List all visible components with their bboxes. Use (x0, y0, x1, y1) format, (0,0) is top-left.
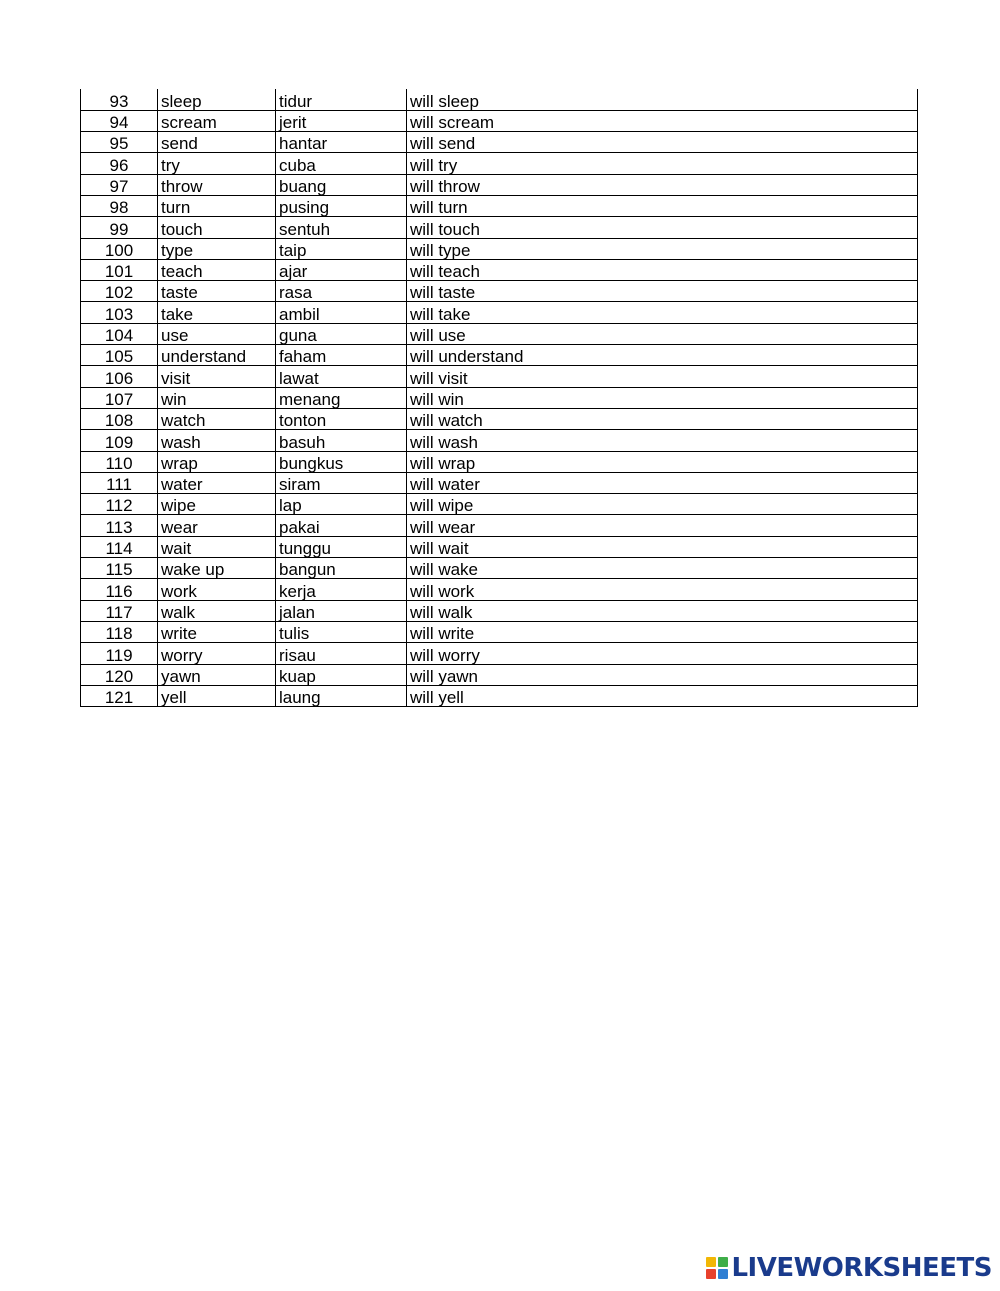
malay-verb: tonton (276, 408, 407, 429)
row-number: 97 (81, 174, 158, 195)
row-number: 95 (81, 132, 158, 153)
future-form: will wash (407, 430, 918, 451)
table-row (81, 600, 918, 621)
table-row (81, 259, 918, 280)
english-verb: write (158, 621, 276, 642)
brand-name: LIVEWORKSHEETS (731, 1253, 992, 1283)
malay-verb: faham (276, 345, 407, 366)
row-number: 99 (81, 217, 158, 238)
future-form: will work (407, 579, 918, 600)
malay-verb: cuba (276, 153, 407, 174)
table-row (81, 238, 918, 259)
english-verb: sleep (158, 89, 276, 110)
table-row (81, 536, 918, 557)
table-row (81, 664, 918, 685)
future-form: will scream (407, 110, 918, 131)
malay-verb: ambil (276, 302, 407, 323)
table-row (81, 281, 918, 302)
liveworksheets-brand (706, 1253, 992, 1283)
english-verb: wait (158, 536, 276, 557)
table-row (81, 387, 918, 408)
english-verb: throw (158, 174, 276, 195)
row-number: 113 (81, 515, 158, 536)
row-number: 119 (81, 643, 158, 664)
future-form: will wait (407, 536, 918, 557)
logo-square-3 (706, 1269, 716, 1279)
english-verb: visit (158, 366, 276, 387)
table-row (81, 621, 918, 642)
table-row (81, 685, 918, 706)
malay-verb: jerit (276, 110, 407, 131)
liveworksheets-logo-icon (706, 1257, 728, 1279)
table-row (81, 579, 918, 600)
row-number: 101 (81, 259, 158, 280)
row-number: 104 (81, 323, 158, 344)
table-row (81, 217, 918, 238)
row-number: 103 (81, 302, 158, 323)
future-form: will walk (407, 600, 918, 621)
table-row (81, 451, 918, 472)
malay-verb: hantar (276, 132, 407, 153)
row-number: 108 (81, 408, 158, 429)
english-verb: wear (158, 515, 276, 536)
future-form: will type (407, 238, 918, 259)
future-form: will take (407, 302, 918, 323)
row-number: 109 (81, 430, 158, 451)
malay-verb: taip (276, 238, 407, 259)
future-form: will yell (407, 685, 918, 706)
english-verb: water (158, 472, 276, 493)
table-row (81, 472, 918, 493)
future-form: will sleep (407, 89, 918, 110)
english-verb: work (158, 579, 276, 600)
row-number: 121 (81, 685, 158, 706)
logo-square-2 (718, 1257, 728, 1267)
english-verb: wake up (158, 558, 276, 579)
row-number: 114 (81, 536, 158, 557)
english-verb: touch (158, 217, 276, 238)
row-number: 120 (81, 664, 158, 685)
english-verb: take (158, 302, 276, 323)
future-form: will turn (407, 195, 918, 216)
english-verb: watch (158, 408, 276, 429)
english-verb: win (158, 387, 276, 408)
malay-verb: tidur (276, 89, 407, 110)
english-verb: understand (158, 345, 276, 366)
future-form: will wipe (407, 494, 918, 515)
english-verb: wrap (158, 451, 276, 472)
future-form: will water (407, 472, 918, 493)
table-row (81, 515, 918, 536)
table-row (81, 302, 918, 323)
malay-verb: basuh (276, 430, 407, 451)
english-verb: try (158, 153, 276, 174)
row-number: 102 (81, 281, 158, 302)
malay-verb: guna (276, 323, 407, 344)
english-verb: yawn (158, 664, 276, 685)
english-verb: scream (158, 110, 276, 131)
table-row (81, 153, 918, 174)
english-verb: wash (158, 430, 276, 451)
row-number: 96 (81, 153, 158, 174)
english-verb: worry (158, 643, 276, 664)
english-verb: taste (158, 281, 276, 302)
table-row (81, 408, 918, 429)
malay-verb: buang (276, 174, 407, 195)
row-number: 118 (81, 621, 158, 642)
logo-square-1 (706, 1257, 716, 1267)
future-form: will write (407, 621, 918, 642)
english-verb: type (158, 238, 276, 259)
future-form: will send (407, 132, 918, 153)
table-row (81, 430, 918, 451)
row-number: 107 (81, 387, 158, 408)
english-verb: teach (158, 259, 276, 280)
malay-verb: lap (276, 494, 407, 515)
table-row (81, 89, 918, 110)
table-row (81, 345, 918, 366)
table-row (81, 174, 918, 195)
row-number: 117 (81, 600, 158, 621)
malay-verb: tulis (276, 621, 407, 642)
malay-verb: laung (276, 685, 407, 706)
future-form: will wake (407, 558, 918, 579)
future-form: will use (407, 323, 918, 344)
english-verb: yell (158, 685, 276, 706)
row-number: 106 (81, 366, 158, 387)
future-form: will visit (407, 366, 918, 387)
future-form: will wear (407, 515, 918, 536)
table-row (81, 366, 918, 387)
malay-verb: kuap (276, 664, 407, 685)
row-number: 116 (81, 579, 158, 600)
malay-verb: tunggu (276, 536, 407, 557)
row-number: 100 (81, 238, 158, 259)
future-form: will win (407, 387, 918, 408)
english-verb: wipe (158, 494, 276, 515)
row-number: 105 (81, 345, 158, 366)
logo-square-4 (718, 1269, 728, 1279)
future-form: will understand (407, 345, 918, 366)
english-verb: walk (158, 600, 276, 621)
table-row (81, 558, 918, 579)
malay-verb: lawat (276, 366, 407, 387)
vocab-table (80, 89, 918, 707)
malay-verb: menang (276, 387, 407, 408)
row-number: 98 (81, 195, 158, 216)
future-form: will throw (407, 174, 918, 195)
future-form: will taste (407, 281, 918, 302)
malay-verb: pakai (276, 515, 407, 536)
english-verb: use (158, 323, 276, 344)
future-form: will watch (407, 408, 918, 429)
table-row (81, 132, 918, 153)
malay-verb: kerja (276, 579, 407, 600)
future-form: will wrap (407, 451, 918, 472)
row-number: 110 (81, 451, 158, 472)
malay-verb: pusing (276, 195, 407, 216)
english-verb: send (158, 132, 276, 153)
malay-verb: bangun (276, 558, 407, 579)
malay-verb: jalan (276, 600, 407, 621)
row-number: 93 (81, 89, 158, 110)
future-form: will worry (407, 643, 918, 664)
malay-verb: sentuh (276, 217, 407, 238)
malay-verb: risau (276, 643, 407, 664)
malay-verb: rasa (276, 281, 407, 302)
table-row (81, 643, 918, 664)
table-row (81, 110, 918, 131)
row-number: 111 (81, 472, 158, 493)
future-form: will yawn (407, 664, 918, 685)
malay-verb: ajar (276, 259, 407, 280)
table-row (81, 195, 918, 216)
english-verb: turn (158, 195, 276, 216)
future-form: will touch (407, 217, 918, 238)
malay-verb: siram (276, 472, 407, 493)
vocab-table-body (81, 89, 918, 707)
future-form: will try (407, 153, 918, 174)
malay-verb: bungkus (276, 451, 407, 472)
table-row (81, 323, 918, 344)
table-row (81, 494, 918, 515)
row-number: 112 (81, 494, 158, 515)
row-number: 115 (81, 558, 158, 579)
future-form: will teach (407, 259, 918, 280)
row-number: 94 (81, 110, 158, 131)
